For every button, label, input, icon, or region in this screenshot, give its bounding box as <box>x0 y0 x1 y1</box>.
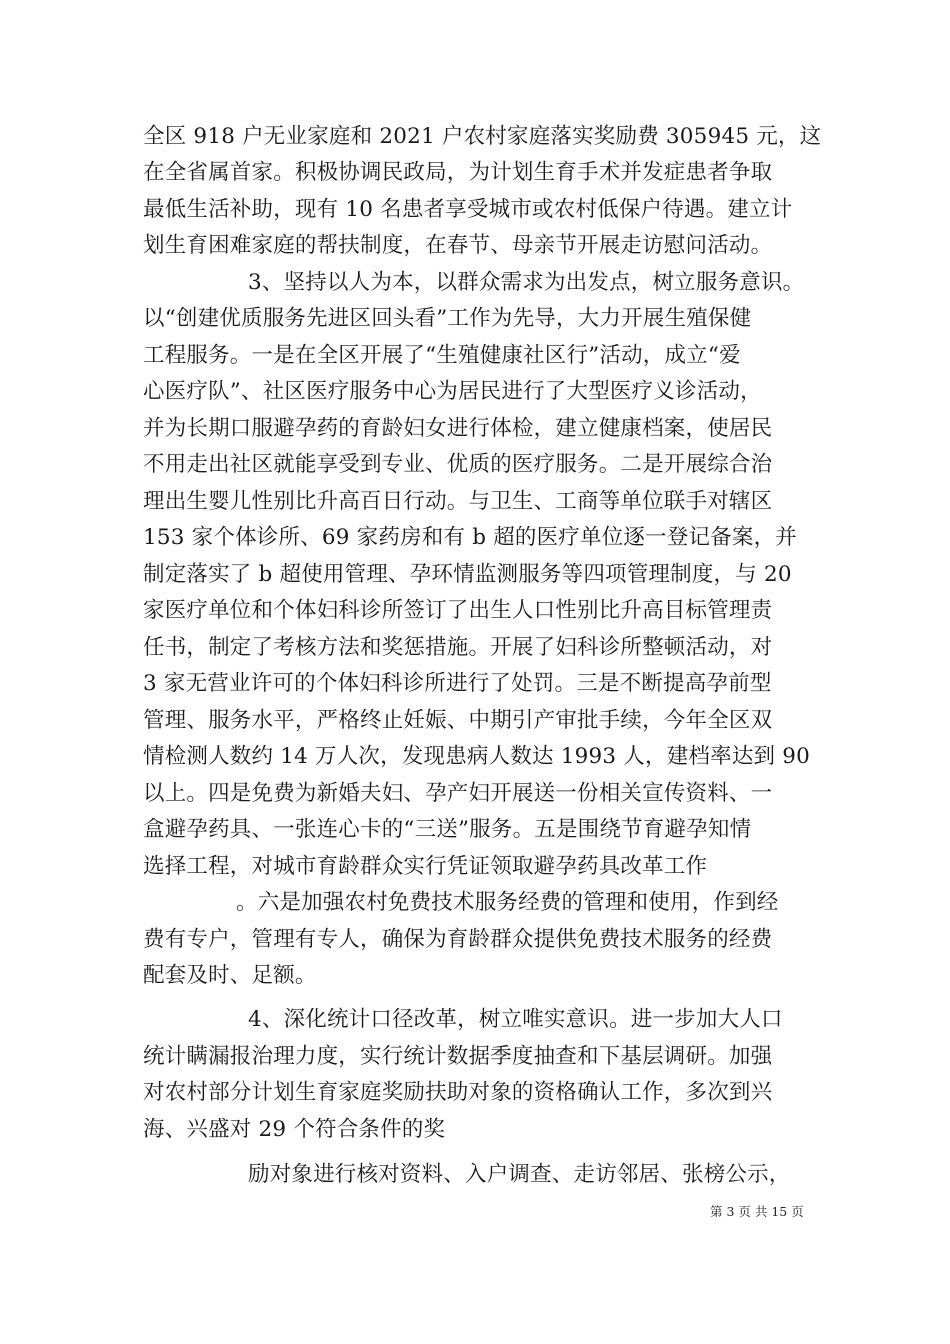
text-line: 心医疗队”、社区医疗服务中心为居民进行了大型医疗义诊活动， <box>143 379 762 404</box>
text-line: 盒避孕药具、一张连心卡的“三送”服务。五是围绕节育避孕知情 <box>143 817 752 842</box>
text-line: 3、坚持以人为本，以群众需求为出发点，树立服务意识。 <box>248 270 805 295</box>
text-line: 管理、服务水平，严格终止妊娠、中期引产审批手续，今年全区双 <box>143 708 773 733</box>
text-line: 对农村部分计划生育家庭奖励扶助对象的资格确认工作，多次到兴 <box>143 1080 773 1105</box>
text-line: 以“创建优质服务先进区回头看”工作为先导，大力开展生殖保健 <box>143 306 752 331</box>
text-line: 在全省属首家。积极协调民政局，为计划生育手术并发症患者争取 <box>143 160 773 185</box>
text-line: 海、兴盛对 29 个符合条件的奖 <box>143 1117 446 1142</box>
text-line: 工程服务。一是在全区开展了“生殖健康社区行”活动，成立“爱 <box>143 343 741 368</box>
text-line: 最低生活补助，现有 10 名患者享受城市或农村低保户待遇。建立计 <box>143 197 793 222</box>
text-line: 。六是加强农村免费技术服务经费的管理和使用，作到经 <box>236 890 779 915</box>
text-line: 选择工程，对城市育龄群众实行凭证领取避孕药具改革工作 <box>143 854 708 879</box>
text-line: 情检测人数约 14 万人次，发现患病人数达 1993 人，建档率达到 90 <box>143 744 811 769</box>
text-line: 153 家个体诊所、69 家药房和有 b 超的医疗单位逐一登记备案，并 <box>143 525 797 550</box>
text-line: 3 家无营业许可的个体妇科诊所进行了处罚。三是不断提高孕前型 <box>143 671 772 696</box>
text-line: 任书，制定了考核方法和奖惩措施。开展了妇科诊所整顿活动，对 <box>143 635 773 660</box>
text-line: 4、深化统计口径改革，树立唯实意识。进一步加大人口 <box>248 1007 783 1032</box>
text-line: 配套及时、足额。 <box>143 963 317 988</box>
text-line: 励对象进行核对资料、入户调查、走访邻居、张榜公示， <box>248 1162 791 1187</box>
text-line: 费有专户，管理有专人，确保为育龄群众提供免费技术服务的经费 <box>143 927 773 952</box>
text-line: 以上。四是免费为新婚夫妇、孕产妇开展送一份相关宣传资料、一 <box>143 781 773 806</box>
text-line: 全区 918 户无业家庭和 2021 户农村家庭落实奖励费 305945 元，这 <box>143 124 822 149</box>
text-line: 制定落实了 b 超使用管理、孕环情监测服务等四项管理制度，与 20 <box>143 562 792 587</box>
page-number-footer: 第 3 页 共 15 页 <box>710 1204 804 1219</box>
text-line: 家医疗单位和个体妇科诊所签订了出生人口性别比升高目标管理责 <box>143 598 773 623</box>
text-line: 统计瞒漏报治理力度，实行统计数据季度抽查和下基层调研。加强 <box>143 1044 773 1069</box>
text-line: 理出生婴儿性别比升高百日行动。与卫生、工商等单位联手对辖区 <box>143 489 773 514</box>
text-line: 并为长期口服避孕药的育龄妇女进行体检，建立健康档案，使居民 <box>143 416 773 441</box>
text-line: 不用走出社区就能享受到专业、优质的医疗服务。二是开展综合治 <box>143 452 773 477</box>
text-line: 划生育困难家庭的帮扶制度，在春节、母亲节开展走访慰问活动。 <box>143 233 773 258</box>
